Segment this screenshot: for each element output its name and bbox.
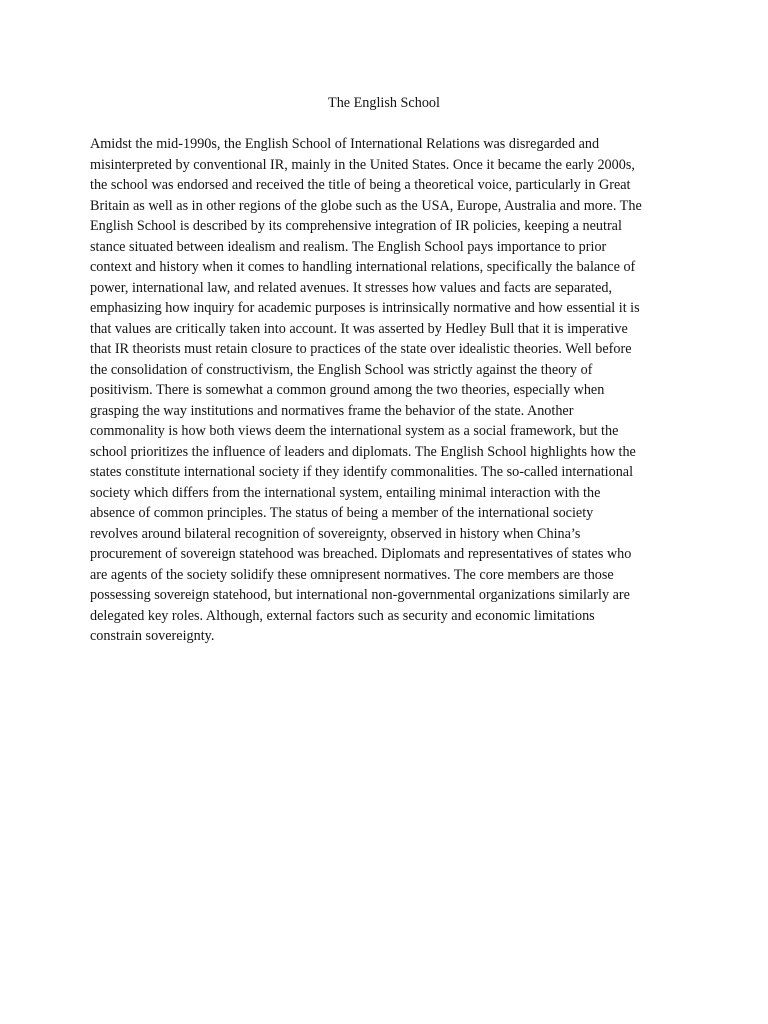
paragraph-line: possessing sovereign statehood, but international non-governmental organizations similarly are bbox=[90, 587, 630, 603]
document-title: The English School bbox=[328, 95, 440, 111]
paragraph-line: misinterpreted by conventional IR, mainly in the United States. Once it became the early 2000s, bbox=[90, 156, 635, 173]
paragraph-line: that values are critically taken into account. It was asserted by Hedley Bull that it is imperative bbox=[90, 320, 628, 337]
paragraph-line: commonality is how both views deem the international system as a social framework, but the bbox=[90, 423, 619, 439]
paragraph-line: society which differs from the international system, entailing minimal interaction with the bbox=[90, 484, 601, 501]
paragraph-line: absence of common principles. The status of being a member of the international society bbox=[90, 505, 594, 521]
paragraph-line: procurement of sovereign statehood was breached. Diplomats and representatives of states who bbox=[90, 546, 632, 562]
paragraph-line: power, international law, and related avenues. It stresses how values and facts are separated, bbox=[90, 279, 613, 296]
paragraph-line: the consolidation of constructivism, the English School was strictly against the theory of bbox=[90, 361, 593, 378]
paragraph-line: states constitute international society if they identify commonalities. The so-called international bbox=[90, 464, 634, 480]
paragraph-line: that IR theorists must retain closure to practices of the state over idealistic theories. Well before bbox=[90, 341, 632, 357]
paragraph-line: constrain sovereignty. bbox=[90, 628, 215, 644]
paragraph-line: stance situated between idealism and realism. The English School pays importance to prior bbox=[90, 238, 607, 255]
paragraph-line: grasping the way institutions and normatives frame the behavior of the state. Another bbox=[90, 402, 574, 419]
paragraph-line: delegated key roles. Although, external factors such as security and economic limitations bbox=[90, 607, 595, 624]
body-paragraph bbox=[90, 134, 690, 647]
paragraph-line: Britain as well as in other regions of the globe such as the USA, Europe, Australia and more. The bbox=[90, 197, 642, 214]
paragraph-line: context and history when it comes to handling international relations, specifically the balance of bbox=[90, 259, 636, 275]
paragraph-line: English School is described by its comprehensive integration of IR policies, keeping a neutral bbox=[90, 218, 622, 234]
paragraph-line: Amidst the mid-1990s, the English School of International Relations was disregarded and bbox=[90, 136, 600, 152]
paragraph-line: are agents of the society solidify these omnipresent normatives. The core members are those bbox=[90, 566, 614, 583]
paragraph-line: the school was endorsed and received the title of being a theoretical voice, particularly in Great bbox=[90, 177, 631, 193]
paragraph-line: school prioritizes the influence of leaders and diplomats. The English School highlights how the bbox=[90, 443, 636, 460]
paragraph-line: revolves around bilateral recognition of sovereignty, observed in history when China’s bbox=[90, 525, 581, 542]
paragraph-line: emphasizing how inquiry for academic purposes is intrinsically normative and how essential it is bbox=[90, 300, 640, 316]
paragraph-line: positivism. There is somewhat a common ground among the two theories, especially when bbox=[90, 382, 605, 398]
